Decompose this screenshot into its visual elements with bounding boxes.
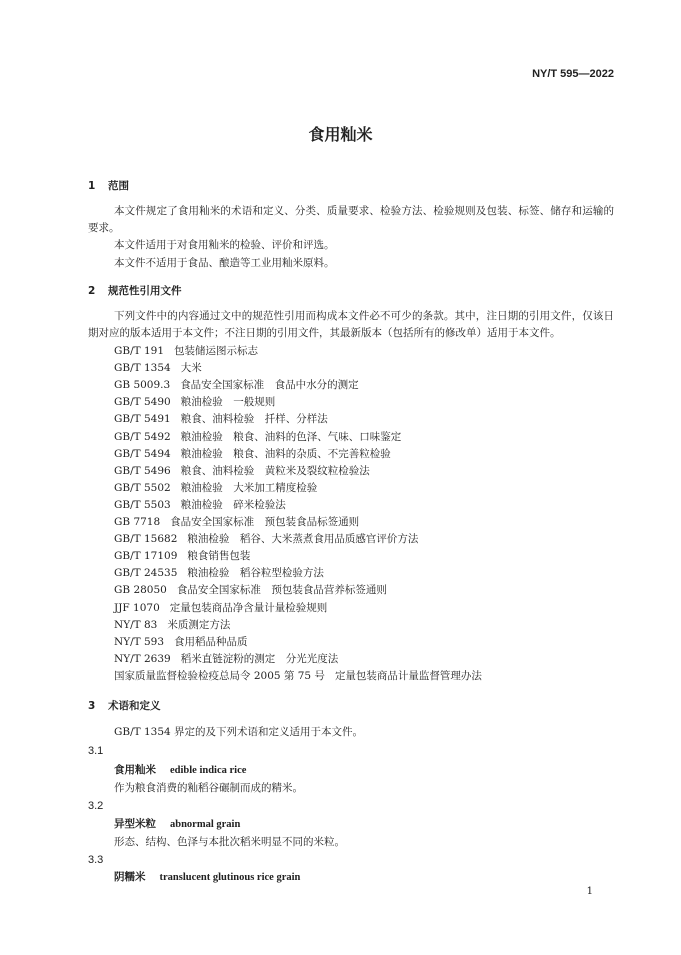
reference-title: 粮油检验 一般规则 xyxy=(180,396,276,409)
reference-title: 稻米直链淀粉的测定 分光光度法 xyxy=(180,652,339,665)
reference-item xyxy=(114,394,275,411)
reference-code: NY/T 83 xyxy=(114,618,158,631)
reference-title: 粮食销售包装 xyxy=(187,550,251,563)
reference-item xyxy=(114,634,248,651)
reference-title: 包装储运图示标志 xyxy=(174,345,259,357)
reference-code: GB/T 5494 xyxy=(114,447,171,460)
scope-paragraph: 本文件规定了食用籼米的术语和定义、分类、质量要求、检验方法、检验规则及包装、标签、储存和运输的要求。 xyxy=(88,205,614,234)
section-title: 术语和定义 xyxy=(108,700,161,712)
reference-code: GB/T 1354 xyxy=(114,362,171,375)
term-heading xyxy=(114,762,246,779)
section-3-heading xyxy=(88,698,161,715)
reference-item xyxy=(114,377,359,394)
reference-code: 国家质量监督检验检疫总局令 2005 第 75 号 xyxy=(114,669,325,682)
reference-item xyxy=(114,514,359,531)
reference-title: 定量包装商品计量监督管理办法 xyxy=(334,669,482,682)
reference-code: GB/T 191 xyxy=(114,345,165,357)
reference-title: 粮油检验 稻谷、大米蒸煮食用品质感官评价方法 xyxy=(187,533,419,546)
reference-title: 米质测定方法 xyxy=(167,618,231,631)
reference-item xyxy=(114,446,391,463)
reference-item xyxy=(114,617,230,634)
reference-code: GB/T 5490 xyxy=(114,396,171,409)
terms-intro: GB/T 1354 界定的及下列术语和定义适用于本文件。 xyxy=(114,726,364,738)
reference-code: GB 5009.3 xyxy=(114,379,171,392)
reference-code: GB/T 15682 xyxy=(114,533,178,546)
section-title: 范围 xyxy=(108,180,129,192)
reference-item xyxy=(114,548,250,565)
section-1-heading xyxy=(88,178,129,195)
reference-item xyxy=(114,600,327,617)
reference-code: GB/T 5492 xyxy=(114,430,171,443)
reference-code: NY/T 593 xyxy=(114,635,165,648)
scope-paragraph: 本文件适用于对食用籼米的检验、评价和评选。 xyxy=(114,239,335,251)
reference-title: 食品安全国家标准 预包装食品营养标签通则 xyxy=(176,584,387,597)
reference-item xyxy=(114,463,370,480)
reference-item xyxy=(114,360,202,377)
section-2-heading xyxy=(88,283,182,300)
reference-code: GB 7718 xyxy=(114,516,161,528)
term-heading xyxy=(114,869,300,886)
term-zh: 异型米粒 xyxy=(114,818,156,830)
reference-item xyxy=(114,565,324,582)
reference-code: GB/T 17109 xyxy=(114,550,178,563)
term-heading xyxy=(114,816,240,833)
reference-code: GB 28050 xyxy=(114,584,167,597)
reference-title: 食用稻品种品质 xyxy=(174,635,248,648)
reference-title: 粮食、油料检验 黄粒米及裂纹粒检验法 xyxy=(180,464,370,477)
reference-code: GB/T 5502 xyxy=(114,481,171,494)
reference-code: GB/T 24535 xyxy=(114,567,178,580)
reference-item xyxy=(114,429,401,446)
scope-paragraph: 本文件不适用于食品、酿造等工业用籼米原料。 xyxy=(114,257,335,269)
reference-code: NY/T 2639 xyxy=(114,652,171,665)
section-number: 2 xyxy=(88,285,96,297)
term-zh: 阴糯米 xyxy=(114,871,146,883)
reference-code: GB/T 5496 xyxy=(114,464,171,477)
term-zh: 食用籼米 xyxy=(114,764,156,776)
reference-title: 粮油检验 稻谷粒型检验方法 xyxy=(187,567,324,580)
document-title: 食用籼米 xyxy=(308,125,373,144)
term-en: edible indica rice xyxy=(170,765,247,776)
references-intro: 下列文件中的内容通过文中的规范性引用而构成本文件必不可少的条款。其中，注日期的引用文件，仅该日期对应的版本适用于本文件；不注日期的引用文件，其最新版本（包括所有的修改单）适用于本文件。 xyxy=(88,310,614,339)
term-definition: 形态、结构、色泽与本批次稻米明显不同的米粒。 xyxy=(114,836,345,848)
reference-title: 大米 xyxy=(180,362,202,375)
reference-item xyxy=(114,531,418,548)
reference-item xyxy=(114,343,258,360)
reference-title: 粮食、油料检验 扦样、分样法 xyxy=(180,413,328,426)
reference-code: JJF 1070 xyxy=(114,601,160,614)
page-number: 1 xyxy=(586,886,593,897)
term-number: 3.1 xyxy=(88,745,104,757)
section-number: 1 xyxy=(88,180,96,192)
term-number: 3.2 xyxy=(88,800,104,812)
reference-item xyxy=(114,411,328,428)
reference-title: 定量包装商品净含量计量检验规则 xyxy=(169,601,328,614)
reference-title: 粮油检验 碎米检验法 xyxy=(180,498,286,511)
term-en: translucent glutinous rice grain xyxy=(159,872,301,883)
reference-code: GB/T 5503 xyxy=(114,498,171,511)
reference-title: 粮油检验 粮食、油料的色泽、气味、口味鉴定 xyxy=(180,430,402,443)
reference-title: 粮油检验 大米加工精度检验 xyxy=(180,481,318,494)
section-title: 规范性引用文件 xyxy=(108,285,182,297)
reference-item xyxy=(114,497,286,514)
reference-item xyxy=(114,668,482,685)
reference-item xyxy=(114,582,387,599)
standard-number: NY/T 595—2022 xyxy=(532,68,614,80)
reference-title: 粮油检验 粮食、油料的杂质、不完善粒检验 xyxy=(180,447,391,460)
term-en: abnormal grain xyxy=(170,819,241,830)
term-definition: 作为粮食消费的籼稻谷碾制而成的精米。 xyxy=(114,782,303,794)
reference-item xyxy=(114,480,317,497)
reference-item xyxy=(114,651,338,668)
reference-title: 食品安全国家标准 预包装食品标签通则 xyxy=(170,516,360,528)
reference-code: GB/T 5491 xyxy=(114,413,171,426)
section-number: 3 xyxy=(88,700,96,712)
reference-title: 食品安全国家标准 食品中水分的测定 xyxy=(180,379,359,392)
term-number: 3.3 xyxy=(88,854,104,866)
